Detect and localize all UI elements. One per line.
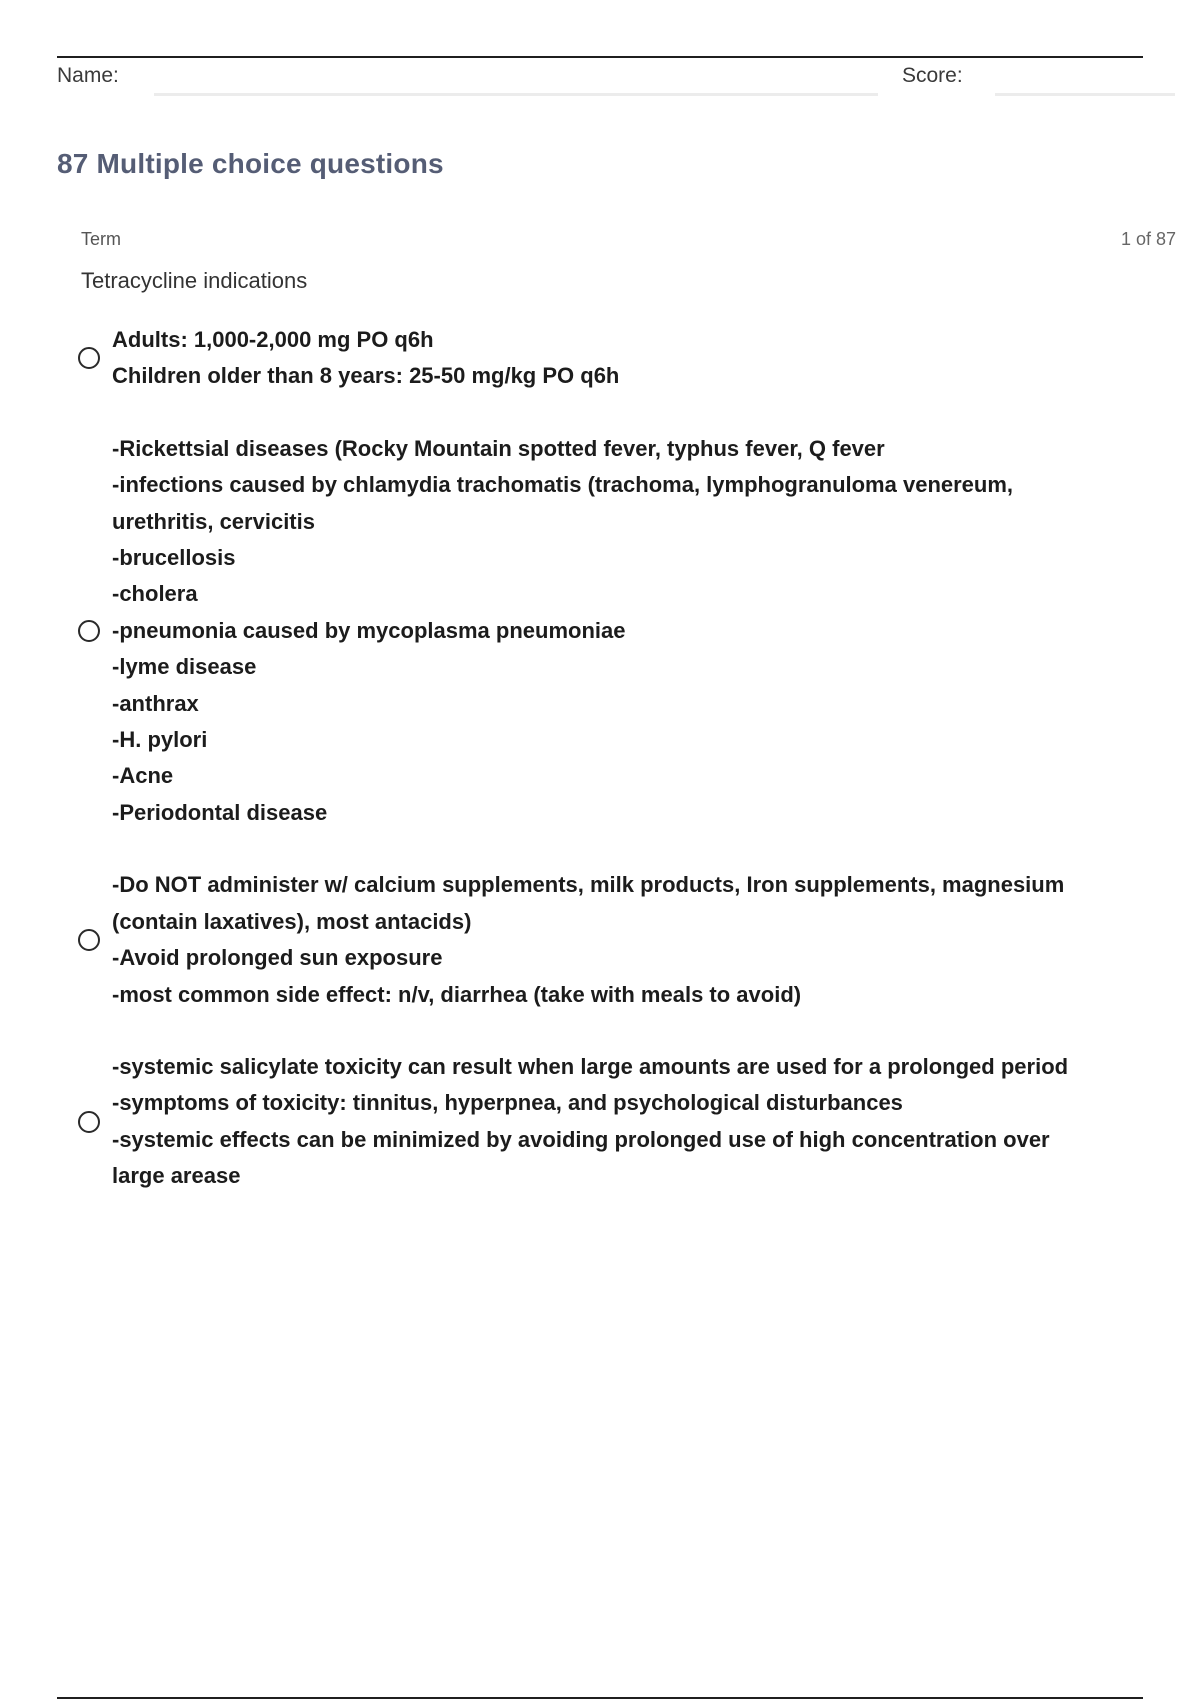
bottom-divider	[57, 1697, 1143, 1699]
name-field[interactable]	[154, 93, 878, 96]
option-line: -Avoid prolonged sun exposure	[112, 945, 443, 971]
option-line: -Periodontal disease	[112, 799, 328, 825]
answer-option-3[interactable]	[78, 867, 1178, 1013]
option-line: urethritis, cervicitis	[112, 508, 315, 534]
option-line: Children older than 8 years: 25-50 mg/kg PO q6h	[112, 363, 620, 389]
score-label: Score:	[902, 64, 963, 87]
option-line: -Rickettsial diseases (Rocky Mountain spotted fever, typhus fever, Q fever	[112, 435, 885, 461]
option-line: -brucellosis	[112, 545, 236, 571]
option-line: (contain laxatives), most antacids)	[112, 908, 472, 934]
option-text	[112, 431, 1172, 831]
option-line: large arease	[112, 1163, 241, 1189]
option-line: -Do NOT administer w/ calcium supplements, milk products, Iron supplements, magnesium	[112, 872, 1065, 898]
radio-button-icon[interactable]	[78, 1111, 100, 1133]
term-text: Tetracycline indications	[81, 268, 308, 293]
option-line: -pneumonia caused by mycoplasma pneumoniae	[112, 617, 626, 643]
radio-button-icon[interactable]	[78, 347, 100, 369]
answer-options	[78, 322, 1178, 1231]
option-line: -systemic salicylate toxicity can result when large amounts are used for a prolonged period	[112, 1053, 1069, 1079]
answer-option-4[interactable]	[78, 1049, 1178, 1195]
option-line: Adults: 1,000-2,000 mg PO q6h	[112, 327, 434, 352]
term-label: Term	[81, 229, 121, 249]
question-counter: 1 of 87	[1120, 229, 1176, 249]
option-line: -symptoms of toxicity: tinnitus, hyperpnea, and psychological disturbances	[112, 1090, 903, 1116]
option-text	[112, 1049, 1172, 1195]
option-line: -most common side effect: n/v, diarrhea (take with meals to avoid)	[112, 981, 802, 1007]
page-title: 87 Multiple choice questions	[57, 148, 444, 179]
score-field[interactable]	[995, 93, 1175, 96]
radio-button-icon[interactable]	[78, 620, 100, 642]
option-line: -H. pylori	[112, 727, 208, 753]
answer-option-2[interactable]	[78, 431, 1178, 831]
option-text	[112, 867, 1172, 1013]
option-line: -cholera	[112, 581, 198, 607]
option-line: -lyme disease	[112, 654, 257, 680]
option-line: -infections caused by chlamydia trachomatis (trachoma, lymphogranuloma venereum,	[112, 472, 1014, 498]
option-line: -systemic effects can be minimized by avoiding prolonged use of high concentration over	[112, 1126, 1050, 1152]
option-line: -Acne	[112, 763, 174, 789]
option-line: -anthrax	[112, 690, 199, 716]
option-text	[112, 322, 1172, 395]
name-label: Name:	[57, 64, 119, 87]
worksheet-header	[57, 62, 1177, 102]
top-divider	[57, 56, 1143, 58]
answer-option-1[interactable]	[78, 322, 1178, 395]
radio-button-icon[interactable]	[78, 929, 100, 951]
